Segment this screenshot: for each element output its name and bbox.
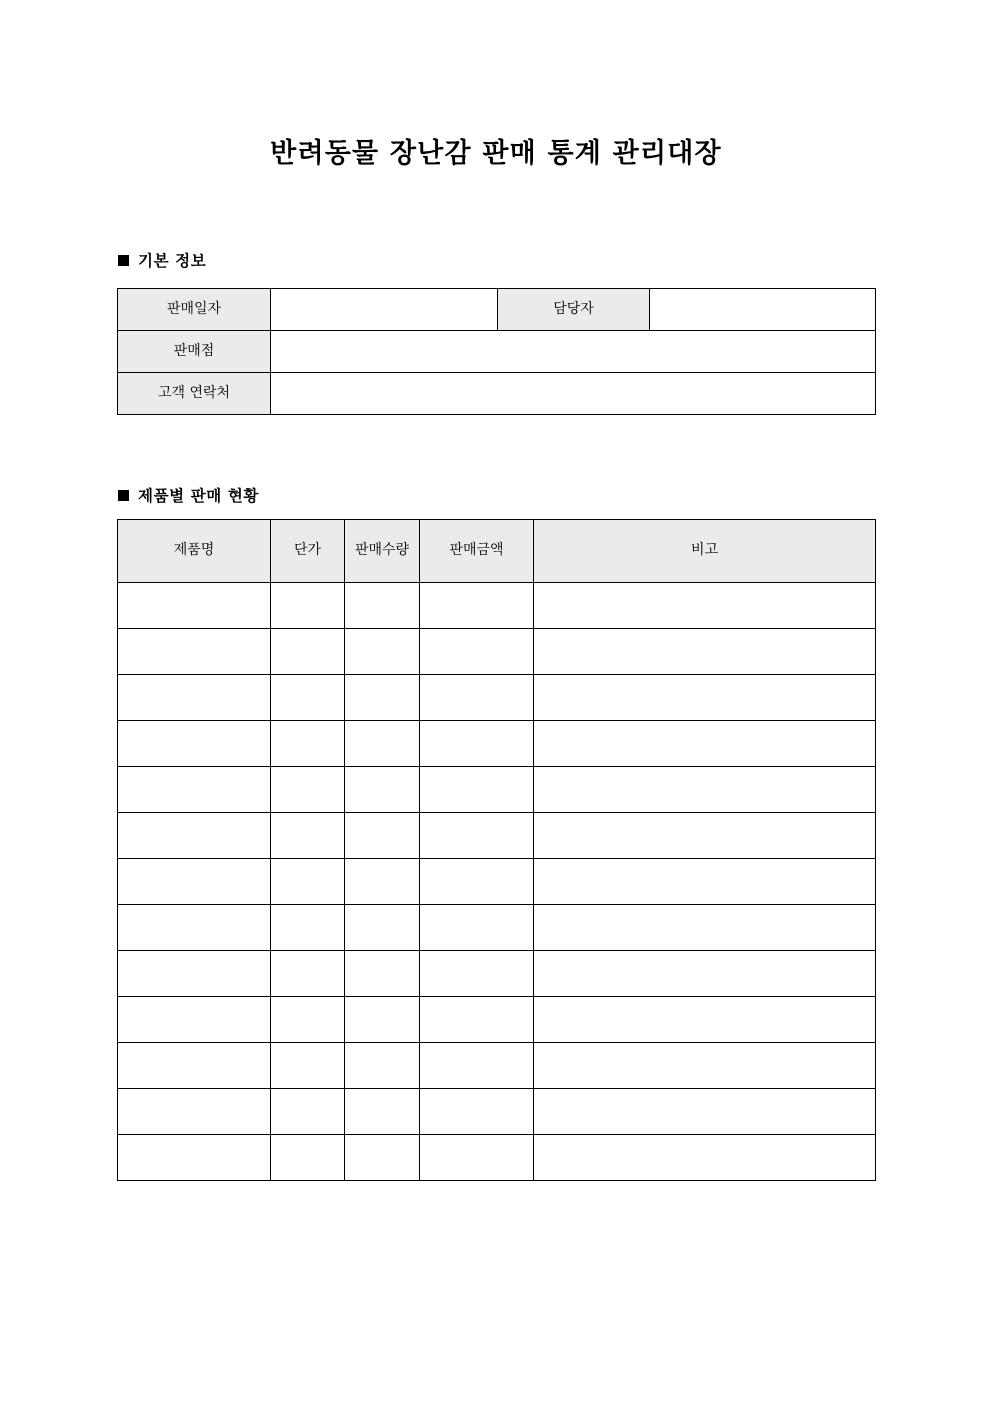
cell-unit-price[interactable] [271,1135,345,1181]
cell-remarks[interactable] [534,1135,876,1181]
cell-product-name[interactable] [118,583,271,629]
cell-quantity-sold[interactable] [345,859,420,905]
cell-quantity-sold[interactable] [345,813,420,859]
cell-product-name[interactable] [118,675,271,721]
cell-remarks[interactable] [534,767,876,813]
cell-product-name[interactable] [118,1089,271,1135]
cell-remarks[interactable] [534,1089,876,1135]
table-row [118,905,876,951]
cell-sales-amount[interactable] [420,629,534,675]
column-header-product-name: 제품명 [118,520,271,583]
cell-quantity-sold[interactable] [345,951,420,997]
cell-unit-price[interactable] [271,767,345,813]
cell-unit-price[interactable] [271,905,345,951]
cell-product-name[interactable] [118,1043,271,1089]
table-header-row [118,520,876,583]
table-row [118,813,876,859]
field-label-person-in-charge: 담당자 [498,289,650,331]
table-row [118,331,876,373]
cell-quantity-sold[interactable] [345,675,420,721]
cell-quantity-sold[interactable] [345,583,420,629]
table-row [118,373,876,415]
cell-remarks[interactable] [534,813,876,859]
cell-quantity-sold[interactable] [345,629,420,675]
cell-sales-amount[interactable] [420,905,534,951]
cell-product-name[interactable] [118,721,271,767]
cell-sales-amount[interactable] [420,1043,534,1089]
cell-sales-amount[interactable] [420,1135,534,1181]
cell-remarks[interactable] [534,905,876,951]
cell-unit-price[interactable] [271,951,345,997]
cell-sales-amount[interactable] [420,813,534,859]
cell-remarks[interactable] [534,675,876,721]
table-row [118,629,876,675]
cell-sales-amount[interactable] [420,1089,534,1135]
table-row [118,951,876,997]
cell-sales-amount[interactable] [420,859,534,905]
cell-sales-amount[interactable] [420,721,534,767]
section-heading-basic-info-label: 기본 정보 [138,252,207,270]
table-row [118,1089,876,1135]
cell-unit-price[interactable] [271,629,345,675]
field-value-customer-contact[interactable] [271,373,876,415]
basic-info-table [117,288,876,415]
field-label-store: 판매점 [118,331,271,373]
cell-quantity-sold[interactable] [345,767,420,813]
table-row [118,721,876,767]
cell-unit-price[interactable] [271,997,345,1043]
cell-product-name[interactable] [118,905,271,951]
field-label-customer-contact: 고객 연락처 [118,373,271,415]
column-header-sales-amount: 판매금액 [420,520,534,583]
cell-sales-amount[interactable] [420,997,534,1043]
column-header-unit-price: 단가 [271,520,345,583]
cell-quantity-sold[interactable] [345,1043,420,1089]
cell-unit-price[interactable] [271,813,345,859]
cell-sales-amount[interactable] [420,767,534,813]
cell-unit-price[interactable] [271,1089,345,1135]
table-row [118,767,876,813]
product-sales-table [117,519,876,1181]
cell-unit-price[interactable] [271,1043,345,1089]
section-heading-basic-info [118,249,206,271]
cell-sales-amount[interactable] [420,583,534,629]
cell-product-name[interactable] [118,629,271,675]
cell-remarks[interactable] [534,583,876,629]
table-row [118,1135,876,1181]
column-header-remarks: 비고 [534,520,876,583]
field-value-store[interactable] [271,331,876,373]
black-square-bullet-icon [118,255,129,266]
table-row [118,859,876,905]
section-heading-product-sales-label: 제품별 판매 현황 [138,487,260,505]
cell-unit-price[interactable] [271,859,345,905]
page-title: 반려동물 장난감 판매 통계 관리대장 [270,138,722,169]
cell-remarks[interactable] [534,629,876,675]
field-label-sale-date: 판매일자 [118,289,271,331]
cell-quantity-sold[interactable] [345,1089,420,1135]
cell-unit-price[interactable] [271,721,345,767]
table-row [118,1043,876,1089]
cell-product-name[interactable] [118,997,271,1043]
cell-quantity-sold[interactable] [345,997,420,1043]
table-row [118,997,876,1043]
column-header-quantity-sold: 판매수량 [345,520,420,583]
cell-unit-price[interactable] [271,583,345,629]
table-row [118,583,876,629]
table-row [118,675,876,721]
product-sales-table-body [118,583,876,1181]
cell-product-name[interactable] [118,813,271,859]
table-row [118,289,876,331]
field-value-person-in-charge[interactable] [650,289,876,331]
cell-product-name[interactable] [118,1135,271,1181]
cell-remarks[interactable] [534,859,876,905]
cell-remarks[interactable] [534,997,876,1043]
black-square-bullet-icon [118,490,129,501]
section-heading-product-sales [118,484,259,506]
cell-unit-price[interactable] [271,675,345,721]
cell-remarks[interactable] [534,951,876,997]
cell-remarks[interactable] [534,721,876,767]
cell-product-name[interactable] [118,859,271,905]
cell-quantity-sold[interactable] [345,1135,420,1181]
cell-sales-amount[interactable] [420,675,534,721]
cell-quantity-sold[interactable] [345,721,420,767]
cell-remarks[interactable] [534,1043,876,1089]
cell-product-name[interactable] [118,767,271,813]
cell-quantity-sold[interactable] [345,905,420,951]
cell-sales-amount[interactable] [420,951,534,997]
field-value-sale-date[interactable] [271,289,498,331]
cell-product-name[interactable] [118,951,271,997]
